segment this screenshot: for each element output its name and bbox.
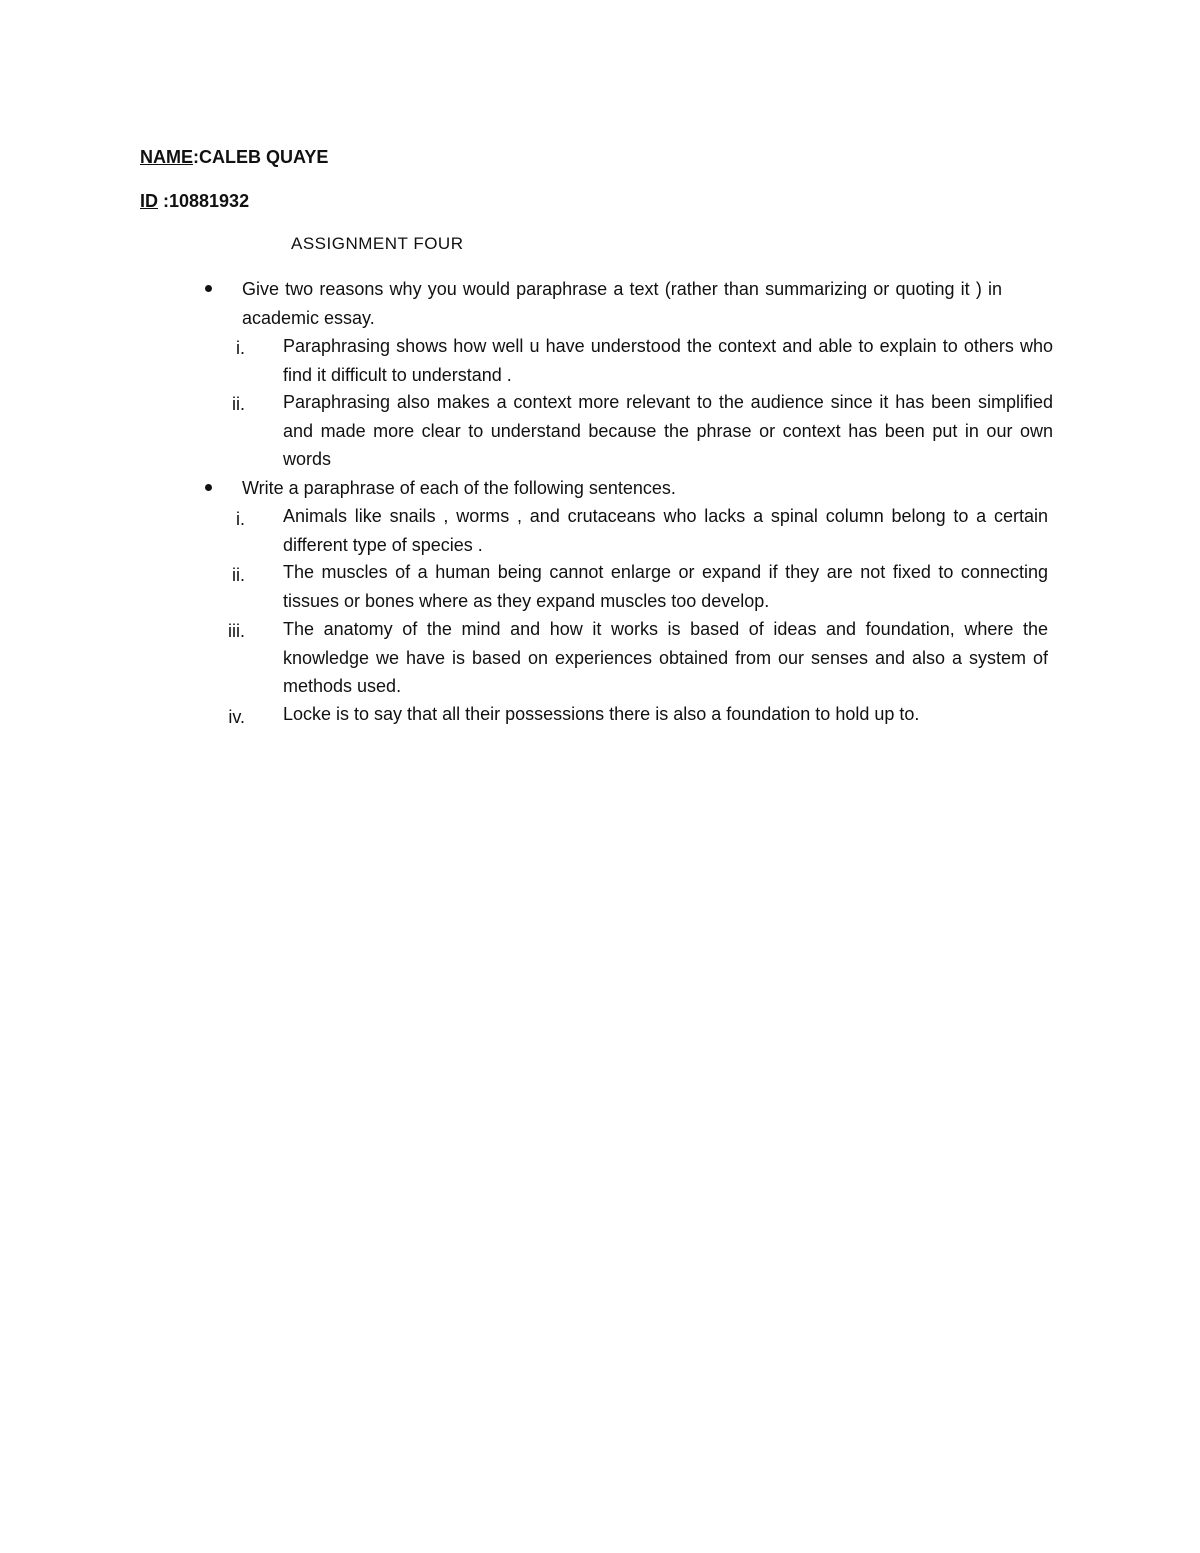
question-2: Write a paraphrase of each of the following sentences.	[242, 478, 676, 498]
answer-2-2: The muscles of a human being cannot enlarge or expand if they are not fixed to connecting tissues or bones where as they expand muscles too develop.	[283, 562, 1048, 611]
answer-2-3: The anatomy of the mind and how it works is based of ideas and foundation, where the knowledge we have is based on experiences obtained from our senses and also a system of methods used.	[283, 619, 1048, 696]
assignment-title: ASSIGNMENT FOUR	[291, 234, 464, 253]
name-line	[140, 146, 328, 168]
name-label: NAME	[140, 147, 193, 167]
answer-1-1: Paraphrasing shows how well u have understood the context and able to explain to others who find it difficult to understand .	[283, 336, 1053, 385]
answer-2-3-number: iii.	[228, 621, 245, 641]
answer-1-1-number: i.	[236, 338, 245, 358]
answer-2-1: Animals like snails , worms , and crutaceans who lacks a spinal column belong to a certain different type of species .	[283, 506, 1048, 555]
id-value: :10881932	[158, 191, 250, 211]
question-1: Give two reasons why you would paraphrase a text (rather than summarizing or quoting it ) in academic essay.	[242, 279, 1002, 328]
answer-1-2-number: ii.	[232, 394, 245, 414]
id-line	[140, 190, 249, 212]
bullet-icon	[205, 285, 212, 292]
answer-2-4: Locke is to say that all their possessions there is also a foundation to hold up to.	[283, 704, 920, 724]
id-label: ID	[140, 191, 158, 211]
answer-1-2: Paraphrasing also makes a context more relevant to the audience since it has been simplified and made more clear to understand because the phrase or context has been put in our own words	[283, 392, 1053, 469]
answer-2-2-number: ii.	[232, 565, 245, 585]
name-value: :CALEB QUAYE	[193, 147, 329, 167]
answer-2-4-number: iv.	[228, 707, 245, 727]
bullet-icon	[205, 484, 212, 491]
answer-2-1-number: i.	[236, 509, 245, 529]
